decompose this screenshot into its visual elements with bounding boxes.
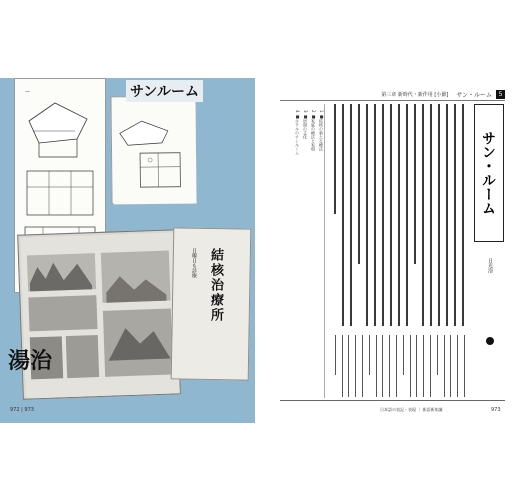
- side-note-4: 4 ■ホテルのサンルーム: [295, 110, 300, 155]
- note-column: [396, 335, 397, 397]
- text-column: [358, 104, 360, 264]
- side-note-2: 2 ■家庭の療法と家相: [311, 110, 316, 151]
- article-heading: サン・ルーム: [474, 104, 504, 242]
- note-label: [488, 352, 494, 374]
- note-column: [382, 335, 383, 397]
- side-notes-column: [280, 104, 325, 398]
- header-divider: [280, 100, 505, 101]
- side-note-3: 3 ■居間の文化: [303, 110, 308, 139]
- note-column: [416, 335, 417, 397]
- text-column: [390, 104, 392, 326]
- text-column: [422, 104, 424, 326]
- chapter-label: 第三章 新時代・新作用 [小節]: [381, 91, 449, 98]
- left-title-sunroom: サンルーム: [126, 80, 203, 102]
- note-column: [410, 335, 411, 397]
- text-column: [382, 104, 384, 326]
- text-column: [374, 104, 376, 326]
- note-column: [444, 335, 445, 397]
- article-notes-text: [332, 335, 468, 400]
- left-page-number: 972 | 973: [10, 407, 34, 413]
- note-column: [389, 335, 390, 397]
- text-column: [406, 104, 408, 326]
- notice-subtitle: 日曜日も診療: [191, 248, 197, 278]
- article-body-text: [332, 104, 468, 329]
- right-running-header: [280, 89, 505, 99]
- note-column: [403, 335, 404, 375]
- note-bullet-icon: [486, 337, 494, 345]
- text-column: [350, 104, 352, 326]
- note-column: [423, 335, 424, 397]
- note-column: [335, 335, 336, 375]
- note-column: [355, 335, 356, 397]
- text-column: [454, 104, 456, 326]
- note-column: [376, 335, 377, 397]
- svg-text:—: —: [25, 89, 30, 95]
- note-column: [369, 335, 370, 375]
- section-label: サン・ルーム: [456, 91, 492, 99]
- text-column: [430, 104, 432, 326]
- note-column: [430, 335, 431, 397]
- text-column: [334, 104, 336, 214]
- text-column: [462, 104, 464, 326]
- note-column: [457, 335, 458, 397]
- note-column: [464, 335, 465, 397]
- note-column: [437, 335, 438, 375]
- text-column: [366, 104, 368, 326]
- note-column: [450, 335, 451, 397]
- section-number: 5: [496, 90, 505, 99]
- booklet-photo: [17, 229, 181, 399]
- note-column: [348, 335, 349, 397]
- text-column: [414, 104, 416, 264]
- text-column: [398, 104, 400, 326]
- footer-divider: [280, 400, 505, 401]
- text-column: [342, 104, 344, 326]
- notice-title: 結核治療所: [208, 248, 223, 323]
- right-running-footer: 日本語の表記・表現 ｜ 新語新知識: [380, 407, 443, 412]
- text-column: [438, 104, 440, 326]
- left-title-toji: 湯治: [8, 349, 53, 374]
- article-tag: 日光浴: [487, 258, 493, 273]
- note-column: [362, 335, 363, 397]
- sunroom-plan-illustration: [110, 96, 196, 205]
- side-note-1: 1 ■結核の新たな療法: [319, 110, 324, 151]
- text-column: [446, 104, 448, 326]
- note-column: [342, 335, 343, 397]
- right-page-number: 973: [491, 407, 501, 413]
